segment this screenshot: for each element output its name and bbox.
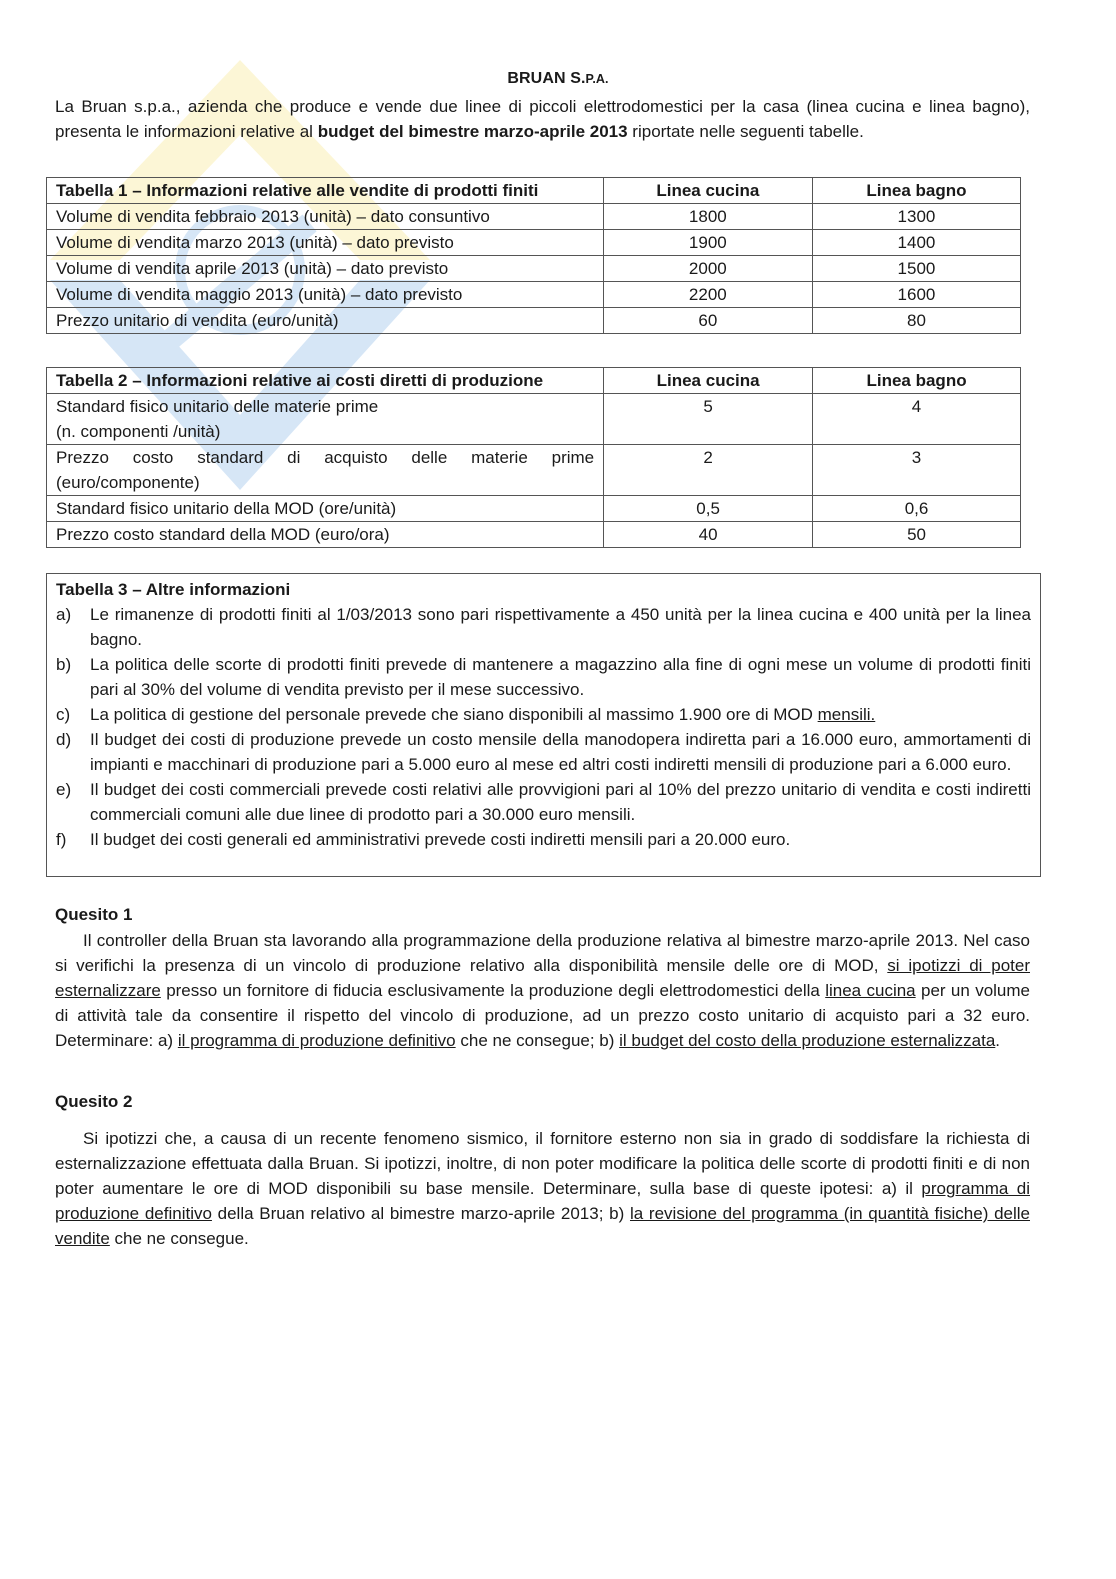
q1-text: .: [995, 1031, 1001, 1050]
q1-underlined: si ipotizzi di poter esternalizzare: [55, 956, 1030, 1000]
table-cell-label: Volume di vendita maggio 2013 (unità) – dato previsto: [47, 282, 604, 308]
table-cell-value: 50: [813, 522, 1021, 548]
table-header-cell: Linea bagno: [812, 178, 1020, 204]
table-cell-value: 1500: [812, 256, 1020, 282]
info-item-b: [56, 652, 1031, 702]
table-cell-value: 4: [813, 394, 1021, 445]
q1-text: che ne consegue; b): [455, 1031, 620, 1050]
intro-text: La Bruan s.p.a., azienda che produce e vende due linee di piccoli elettrodomestici per la casa (linea cucina e linea bagno), presenta le informazioni relative al: [55, 97, 1030, 141]
table-header-cell: Linea cucina: [604, 368, 813, 394]
item-text-underlined: mensili.: [817, 705, 876, 724]
title-main: BRUAN S.: [507, 70, 586, 87]
table-row: [47, 282, 1021, 308]
table-cell-label: [47, 394, 604, 445]
item-text: [90, 702, 1031, 727]
table-cell-value: 1300: [812, 204, 1020, 230]
item-text: Il budget dei costi commerciali prevede costi relativi alle provvigioni pari al 10% del prezzo unitario di vendita e costi indiretti commerciali comuni alle due linee di prodotto pari a 30.000 euro mensili.: [90, 780, 1031, 824]
item-text-main: La politica di gestione del personale prevede che siano disponibili al massimo 1.900 ore di MOD: [90, 705, 818, 724]
table-cell-value: 1400: [812, 230, 1020, 256]
table-header-row: [47, 178, 1021, 204]
table-row: [47, 496, 1021, 522]
q1-text: per un volume di attività tale da consentire il rispetto del vincolo di produzione, ad un prezzo costo unitario di acquisto pari a 32 euro. Determinare: a): [55, 981, 1031, 1050]
table-cell-value: 60: [603, 308, 812, 334]
table-row: [47, 522, 1021, 548]
table-row: [47, 308, 1021, 334]
info-item-d: [56, 727, 1031, 777]
table-cell-value: 2: [604, 445, 813, 496]
table-cell-label: Volume di vendita aprile 2013 (unità) – dato previsto: [47, 256, 604, 282]
quesito-2-title: Quesito 2: [55, 1092, 133, 1111]
table-header-cell: Tabella 1 – Informazioni relative alle vendite di prodotti finiti: [47, 178, 604, 204]
table-cell-value: 40: [604, 522, 813, 548]
table-cell-value: 1800: [603, 204, 812, 230]
table-header-cell: Linea cucina: [603, 178, 812, 204]
info-item-e: [56, 777, 1031, 827]
item-label: e): [56, 780, 72, 799]
table-row: [47, 445, 1021, 496]
intro-paragraph: [55, 94, 1030, 144]
table-cell-label: [47, 445, 604, 496]
intro-bold-text: budget del bimestre marzo-aprile 2013: [317, 122, 628, 141]
label-line-2: (n. componenti /unità): [56, 422, 221, 441]
table-cell-value: 1900: [603, 230, 812, 256]
item-label: f): [56, 830, 67, 849]
quesito-2-body: [55, 1126, 1030, 1251]
table-cell-label: Standard fisico unitario della MOD (ore/unità): [47, 496, 604, 522]
table-3-heading: Tabella 3 – Altre informazioni: [56, 580, 291, 599]
info-item-c: [56, 702, 1031, 727]
info-item-a: [56, 602, 1031, 652]
item-label: b): [56, 655, 72, 674]
label-line-1: Prezzo costo standard di acquisto delle materie prime: [56, 448, 595, 467]
table-header-cell: Tabella 2 – Informazioni relative ai costi diretti di produzione: [47, 368, 604, 394]
table-2-direct-costs: [46, 367, 1021, 548]
item-label: c): [56, 705, 71, 724]
table-cell-value: 80: [812, 308, 1020, 334]
info-item-f: [56, 827, 1031, 852]
table-header-cell: Linea bagno: [813, 368, 1021, 394]
q2-text: Si ipotizzi che, a causa di un recente fenomeno sismico, il fornitore esterno non sia in grado di soddisfare la richiesta di esternalizzazione effettuata dalla Bruan. Si ipotizzi, inoltre, di non poter modificare la politica delle scorte di prodotti finiti e di non poter aumentare le ore di MOD disponibili su base mensile. Determinare, sulla base di queste ipotesi: a) il: [55, 1129, 1030, 1198]
table-3-other-info: [46, 573, 1041, 877]
table-cell-value: 5: [604, 394, 813, 445]
quesito-1-body: [55, 928, 1030, 1053]
table-cell-value: 1600: [812, 282, 1020, 308]
table-cell-label: Volume di vendita febbraio 2013 (unità) – dato consuntivo: [47, 204, 604, 230]
table-cell-value: 2200: [603, 282, 812, 308]
label-line-1: Standard fisico unitario delle materie prime: [56, 397, 379, 416]
quesito-1-title: Quesito 1: [55, 905, 133, 924]
q2-text: della Bruan relativo al bimestre marzo-aprile 2013; b): [211, 1204, 630, 1223]
table-cell-value: 3: [813, 445, 1021, 496]
item-text: Il budget dei costi generali ed amministrativi prevede costi indiretti mensili pari a 20.000 euro.: [90, 830, 791, 849]
table-row: [47, 256, 1021, 282]
q1-underlined: il programma di produzione definitivo: [177, 1031, 456, 1050]
q2-text: che ne consegue.: [109, 1229, 249, 1248]
table-cell-label: Prezzo costo standard della MOD (euro/ora): [47, 522, 604, 548]
q2-underlined: la revisione del programma (in quantità fisiche) delle vendite: [55, 1204, 1030, 1248]
q2-underlined: programma di produzione definitivo: [55, 1179, 1031, 1223]
table-cell-value: 0,5: [604, 496, 813, 522]
table-row: [47, 204, 1021, 230]
q1-text: presso un fornitore di fiducia esclusivamente la produzione degli elettrodomestici della: [160, 981, 826, 1000]
table-cell-label: Prezzo unitario di vendita (euro/unità): [47, 308, 604, 334]
table-cell-value: 0,6: [813, 496, 1021, 522]
q1-underlined: il budget del costo della produzione esternalizzata: [619, 1031, 996, 1050]
intro-text-end: riportate nelle seguenti tabelle.: [627, 122, 864, 141]
item-text: Le rimanenze di prodotti finiti al 1/03/2013 sono pari rispettivamente a 450 unità per la linea cucina e 400 unità per la linea bagno.: [90, 605, 1031, 649]
document-title: [0, 70, 1116, 88]
title-small-caps: P.A.: [585, 72, 609, 86]
table-cell-value: 2000: [603, 256, 812, 282]
label-line-2: (euro/componente): [56, 473, 200, 492]
table-header-row: [47, 368, 1021, 394]
item-text: Il budget dei costi di produzione prevede un costo mensile della manodopera indiretta pari a 16.000 euro, ammortamenti di impianti e macchinari di produzione pari a 5.000 euro al mese ed altri costi indiretti mensili di produzione pari a 6.000 euro.: [90, 730, 1031, 774]
table-cell-label: Volume di vendita marzo 2013 (unità) – dato previsto: [47, 230, 604, 256]
item-text: La politica delle scorte di prodotti finiti prevede di mantenere a magazzino alla fine di ogni mese un volume di prodotti finiti pari al 30% del volume di vendita previsto per il mese successivo.: [90, 655, 1031, 699]
q1-text: Il controller della Bruan sta lavorando alla programmazione della produzione relativa al bimestre marzo-aprile 2013. Nel caso si verifichi la presenza di un vincolo di produzione relativo alla disponibilità mensile delle ore di MOD,: [55, 931, 1030, 975]
item-label: a): [56, 605, 72, 624]
q1-underlined: linea cucina: [825, 981, 916, 1000]
table-1-sales: [46, 177, 1021, 334]
table-row: [47, 230, 1021, 256]
table-row: [47, 394, 1021, 445]
item-label: d): [56, 730, 72, 749]
